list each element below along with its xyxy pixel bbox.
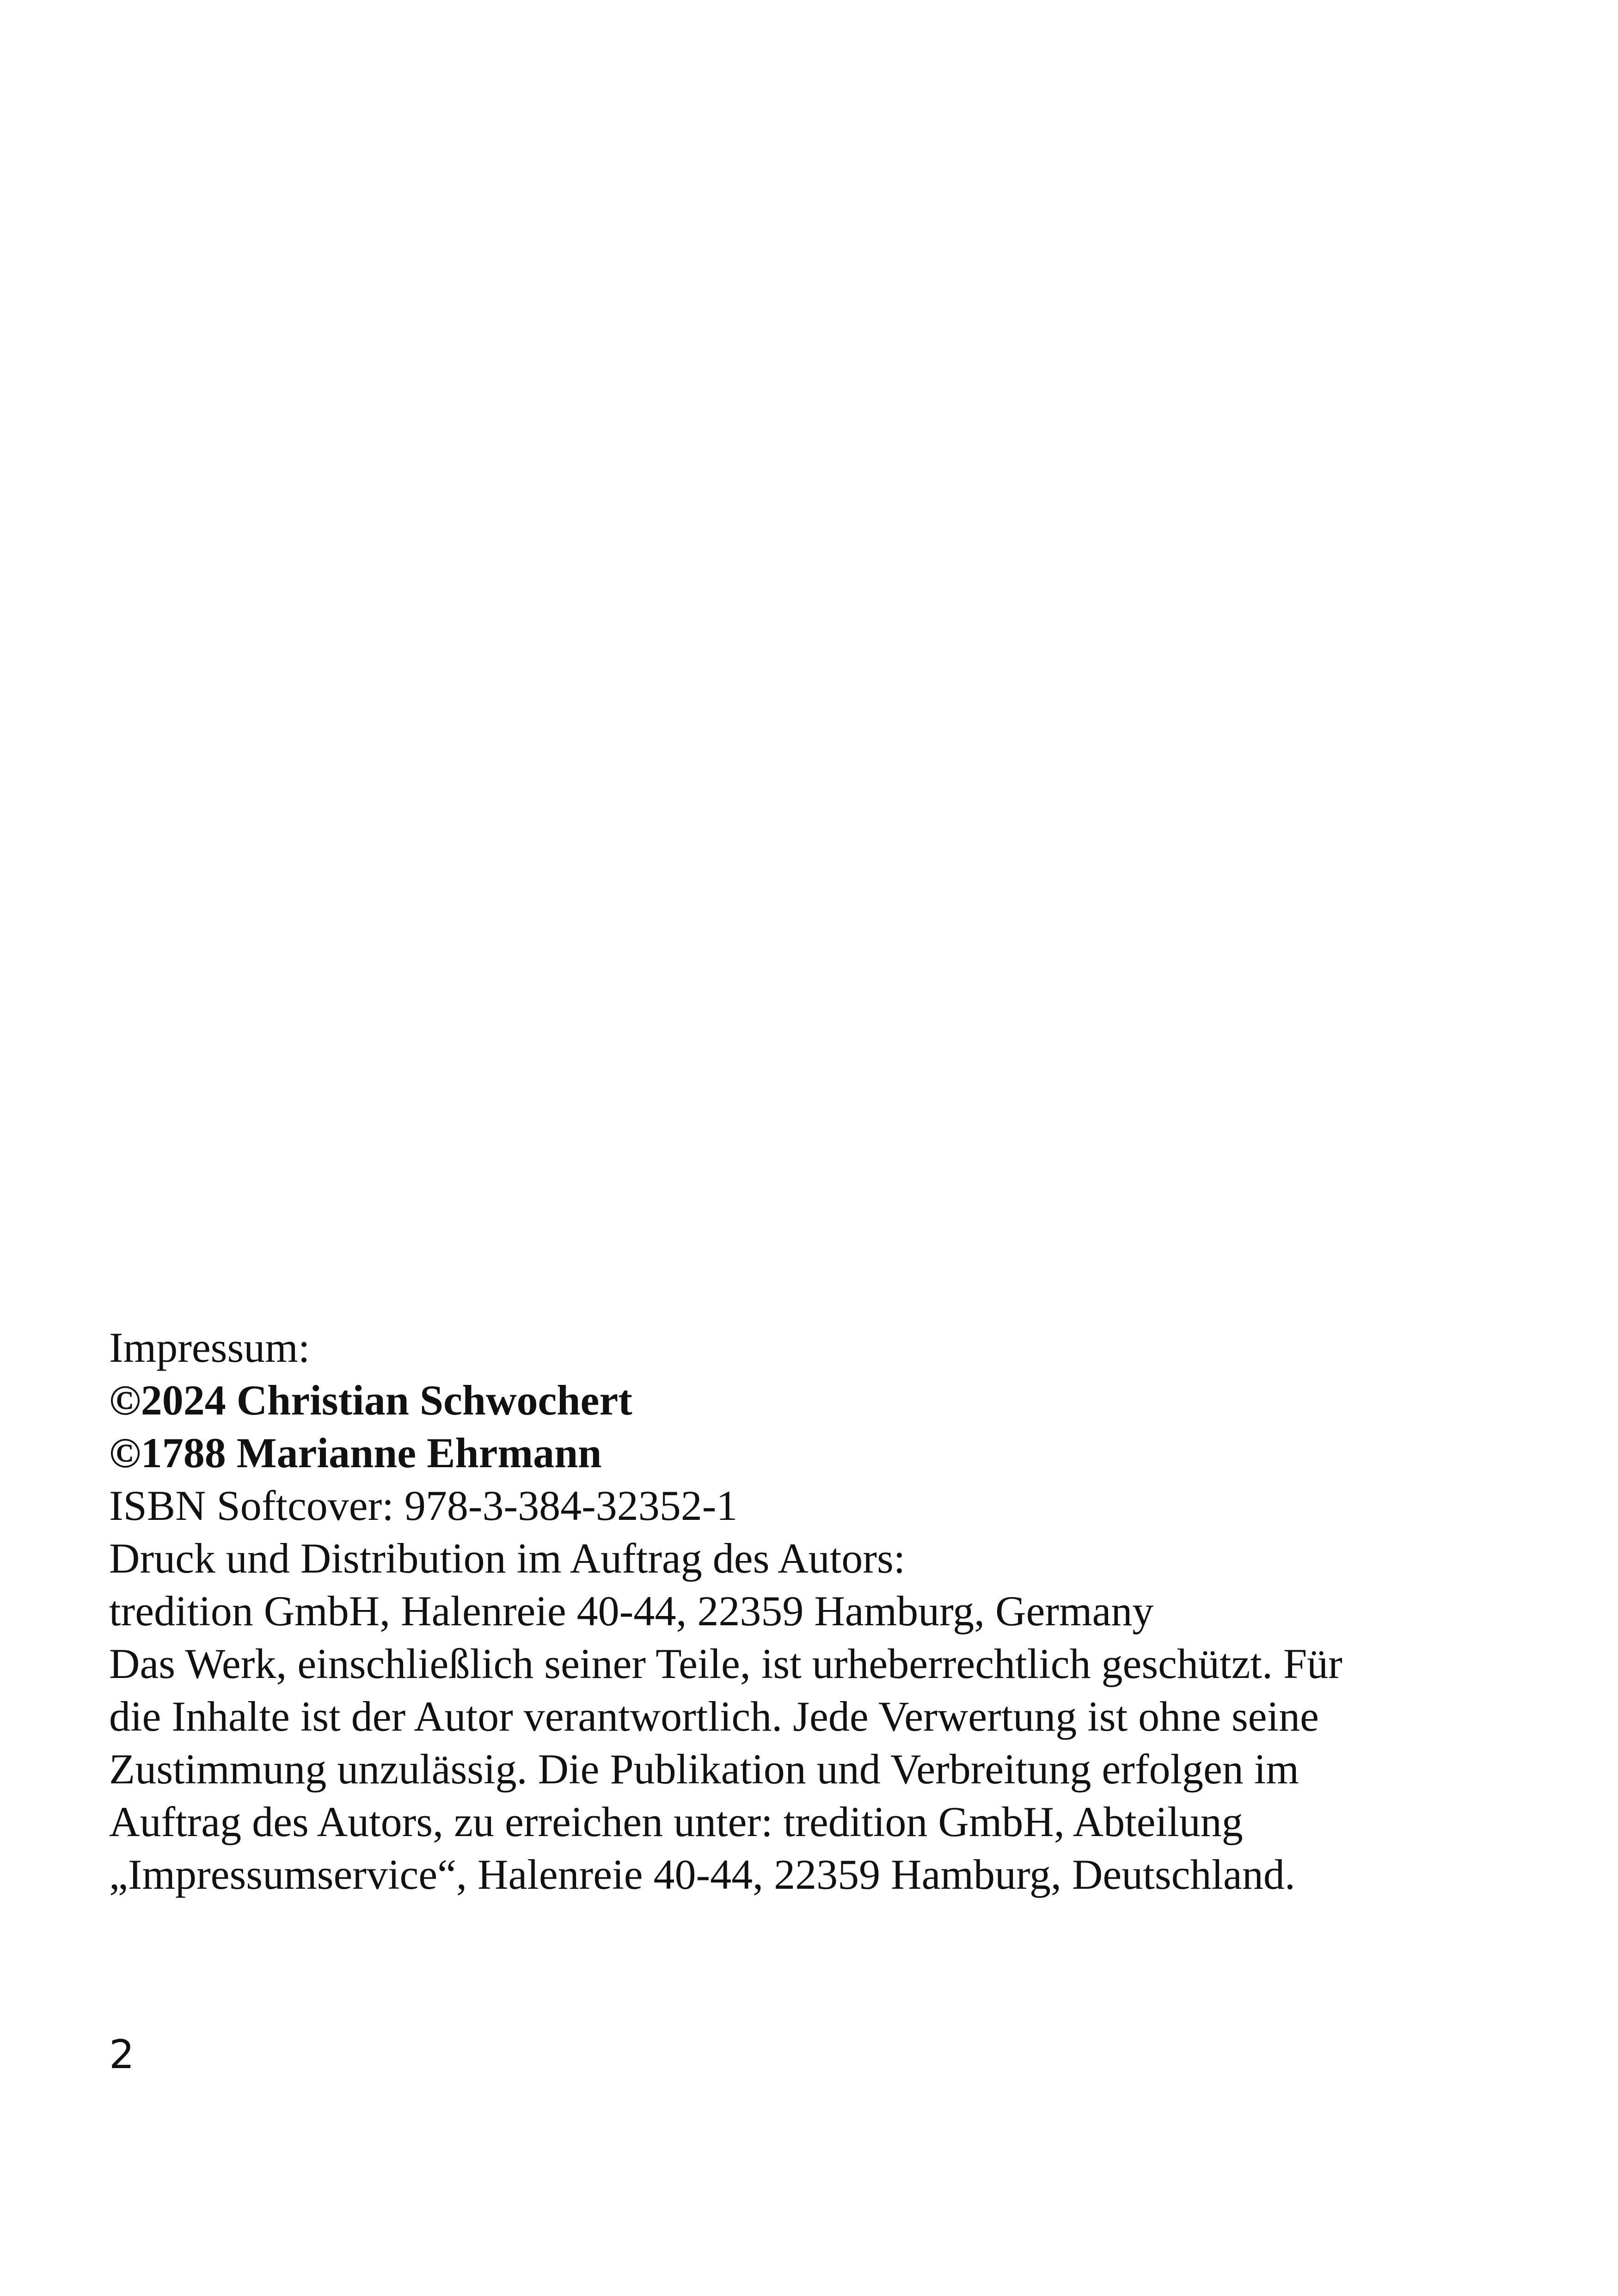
imprint-block xyxy=(109,1321,1496,1901)
distribution-line: Druck und Distribution im Auftrag des Autors: xyxy=(109,1535,906,1582)
copyright-line-author: ©2024 Christian Schwochert xyxy=(109,1377,632,1424)
copyright-notice-line-3: Zustimmung unzulässig. Die Publikation und Verbreitung erfolgen im xyxy=(109,1745,1299,1793)
page-number: 2 xyxy=(109,2032,135,2078)
copyright-notice-line-2: die Inhalte ist der Autor verantwortlich. Jede Verwertung ist ohne seine xyxy=(109,1693,1319,1740)
imprint-heading: Impressum: xyxy=(109,1324,310,1371)
isbn-line: ISBN Softcover: 978-3-384-32352-1 xyxy=(109,1482,738,1529)
copyright-notice-line-5: „Impressumservice“, Halenreie 40-44, 22359 Hamburg, Deutschland. xyxy=(109,1851,1295,1898)
publisher-address-line: tredition GmbH, Halenreie 40-44, 22359 Hamburg, Germany xyxy=(109,1587,1154,1635)
copyright-notice-line-1: Das Werk, einschließlich seiner Teile, ist urheberrechtlich geschützt. Für xyxy=(109,1640,1342,1687)
copyright-notice-line-4: Auftrag des Autors, zu erreichen unter: tredition GmbH, Abteilung xyxy=(109,1798,1243,1845)
copyright-line-original-author: ©1788 Marianne Ehrmann xyxy=(109,1429,602,1476)
